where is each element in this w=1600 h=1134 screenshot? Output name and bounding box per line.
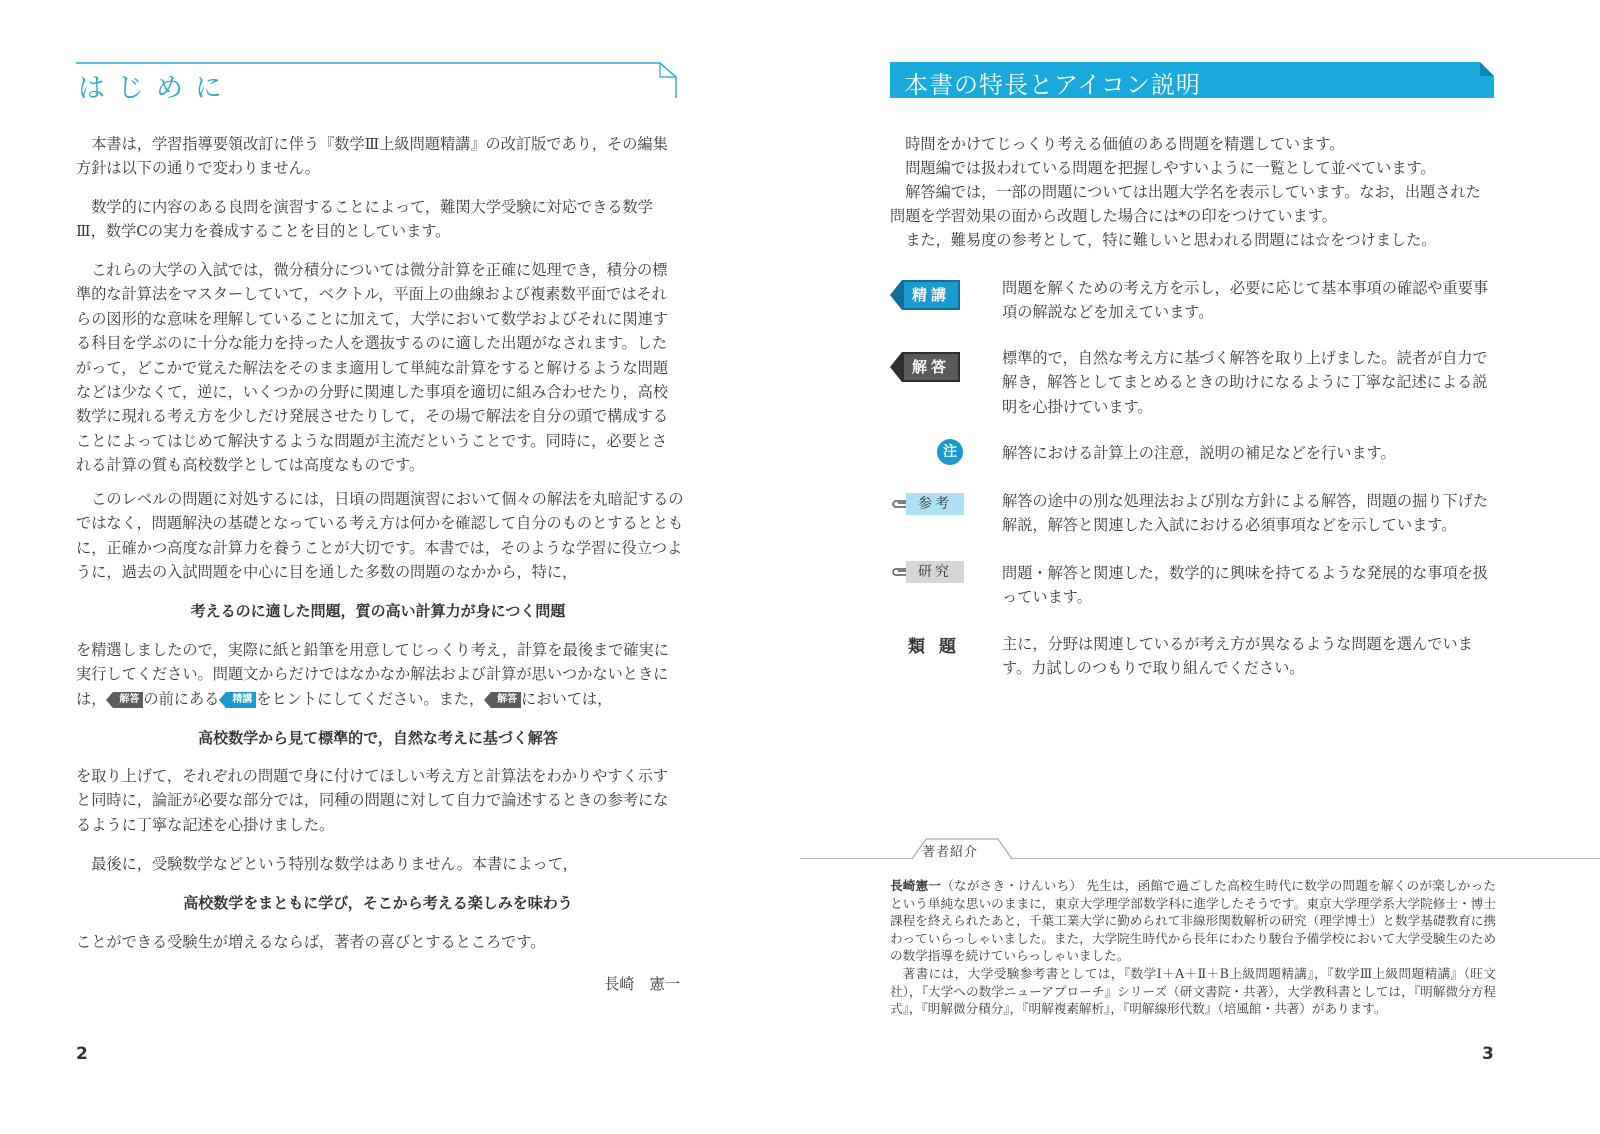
seikou-badge-label: 精講 (902, 280, 960, 310)
selection-paragraph (76, 638, 680, 711)
sankou-badge (890, 493, 964, 515)
author-tab-label: 著者紹介 (922, 845, 979, 860)
selection-text-3: をヒントにしてください。また， (256, 689, 485, 708)
page-title: はじめに (78, 73, 234, 104)
kenkyu-description: 問題・解答と関連した，数学的に興味を持てるような発展的な事項を扱っています。 (1002, 564, 1488, 607)
intro-line-1: 時間をかけてじっくり考える価値のある問題を精選しています。 (905, 135, 1345, 153)
chu-description: 解答における計算上の注意，説明の補足などを行います。 (1002, 444, 1396, 462)
hajimeni-header (76, 62, 690, 104)
ruidai-label: 類題 (908, 637, 970, 657)
ruidai-description: 主に，分野は関連しているが考え方が異なるような問題を選んでいます。力試しのつもりで取り組んでください。 (1002, 635, 1473, 678)
kenkyu-badge-label: 研究 (906, 561, 964, 583)
author-bio-1: 先生は，函館で過ごした高校生時代に数学の問題を解くのが楽しかったという単純な思いのままに，東京大学理学部数学科に進学したそうです。東京大学理学系大学院修士・博士課程を終えられたあと，千葉工業大学に勤められて非線形関数解析の研究（理学博士）と数学基礎教育に携わっていらっしゃいました。また，大学院生時代から長年にわたり駿台予備学校において大学受験生のための数学指導を続けていらっしゃいました。 (890, 878, 1496, 964)
emphasis-line-3: 高校数学をまともに学び，そこから考える楽しみを味わう (183, 894, 573, 912)
closing-paragraph: 最後に，受験数学などという特別な数学はありません。本書によって， (91, 855, 578, 873)
chu-icon: 注 (937, 439, 963, 465)
features-header (890, 62, 1494, 98)
selection-text: を精選しましたので，実際に紙と鉛筆を用意してじっくり考え，計算を最後まで確実に実行してください。問題文からだけではなかなか解法および計算が思いつかないときには， (76, 641, 669, 708)
exam-paragraph: これらの大学の入試では，微分積分については微分計算を正確に処理でき，積分の標準的な計算法をマスターしていて，ベクトル，平面上の曲線および複素数平面ではそれらの図形的な意味を理解していることに加えて，大学において数学およびそれに関連する科目を学ぶのに十分な能力を持った人を選抜するのに適した出題がなされます。したがって，どこかで覚えた解法をそのまま適用して単純な計算をすると解けるような問題などは少なくて，逆に，いくつかの分野に関連した事項を適切に組み合わせたり，高校数学に現れる考え方を少しだけ発展させたりして，その場で解法を自分の頭で構成することによってはじめて解決するような問題が主流だということです。同時に，必要とされる計算の質も高校数学としては高度なものです。 (76, 261, 669, 475)
kaitou-badge (890, 352, 960, 382)
seikou-inline-badge: 精講 (226, 692, 256, 708)
kaitou-description: 標準的で，自然な考え方に基づく解答を取り上げました。読者が自力で解き，解答としてまとめるときの助けになるように丁寧な記述による説明を心掛けています。 (1002, 349, 1488, 416)
page-number-right: 3 (1482, 1044, 1494, 1064)
sankou-description: 解答の途中の別な処理法および別な方針による解答，問題の掘り下げた解説，解答と関連した入試における必須事項などを示しています。 (1002, 492, 1488, 535)
intro-line-2: 問題編では扱われている問題を把握しやすいように一覧として並べています。 (905, 159, 1436, 177)
kaitou-inline-badge: 解答 (113, 692, 143, 708)
kaitou-badge-label: 解答 (902, 352, 960, 382)
sankou-badge-label: 参考 (906, 493, 964, 515)
header-fold (1480, 62, 1494, 76)
emphasis-line-2: 高校数学から見て標準的で，自然な考えに基づく解答 (198, 729, 558, 747)
author-bio-2: 著書には，大学受験参考書としては，『数学Ⅰ＋A＋Ⅱ＋B上級問題精講』，『数学Ⅲ上級問題精講』（旺文社），『大学への数学ニューアプローチ』シリーズ（研文書院・共著），大学教科書としては，『明解微分方程式』，『明解微分積分』，『明解複素解析』，『明解線形代数』（培風館・共著）があります。 (890, 965, 1496, 1017)
kenkyu-badge (890, 561, 964, 583)
author-bio (890, 877, 1496, 1018)
seikou-description: 問題を解くための考え方を示し，必要に応じて基本事項の確認や重要事項の解説などを加えています。 (1002, 279, 1488, 322)
kaitou-inline-badge-2: 解答 (491, 692, 521, 708)
selection-text-2: の前にある (143, 689, 220, 708)
page-number-left: 2 (76, 1044, 88, 1064)
seikou-badge (890, 280, 960, 310)
approach-paragraph: このレベルの問題に対処するには，日頃の問題演習において個々の解法を丸暗記するのではなく，問題解決の基礎となっている考え方は何かを確認して自分のものとするとともに，正確かつ高度な計算力を養うことが大切です。本書では，そのような学習に役立つように，過去の入試問題を中心に目を通した多数の問題のなかから，特に， (76, 490, 684, 582)
intro-line-4: また，難易度の参考として，特に難しいと思われる問題には☆をつけました。 (905, 231, 1437, 249)
purpose-paragraph: 数学的に内容のある良問を演習することによって，難関大学受験に対応できる数学Ⅲ，数学Cの実力を養成することを目的としています。 (76, 198, 653, 241)
page-title-right: 本書の特長とアイコン説明 (904, 71, 1201, 99)
emphasis-line-1: 考えるのに適した問題，質の高い計算力が身につく問題 (190, 602, 566, 620)
intro-line-3: 解答編では，一部の問題については出題大学名を表示しています。なお，出題された問題を学習効果の面から改題した場合には*の印をつけています。 (890, 183, 1481, 226)
author-reading: （ながさき・けんいち） (941, 878, 1083, 893)
selection-text-4: においては， (521, 689, 613, 708)
final-paragraph: ことができる受験生が増えるならば，著者の喜びとするところです。 (76, 933, 546, 951)
explanation-paragraph: を取り上げて，それぞれの問題で身に付けてほしい考え方と計算法をわかりやすく示すと同時に，論証が必要な部分では，同種の問題に対して自力で論述するときの参考になるように丁寧な記述を心掛けました。 (76, 767, 669, 834)
signature: 長崎 憲一 (604, 975, 680, 993)
intro-paragraph: 本書は，学習指導要領改訂に伴う『数学Ⅲ上級問題精講』の改訂版であり，その編集方針は以下の通りで変わりません。 (76, 135, 668, 178)
right-page (800, 0, 1600, 1134)
author-name: 長崎憲一 (890, 878, 942, 893)
